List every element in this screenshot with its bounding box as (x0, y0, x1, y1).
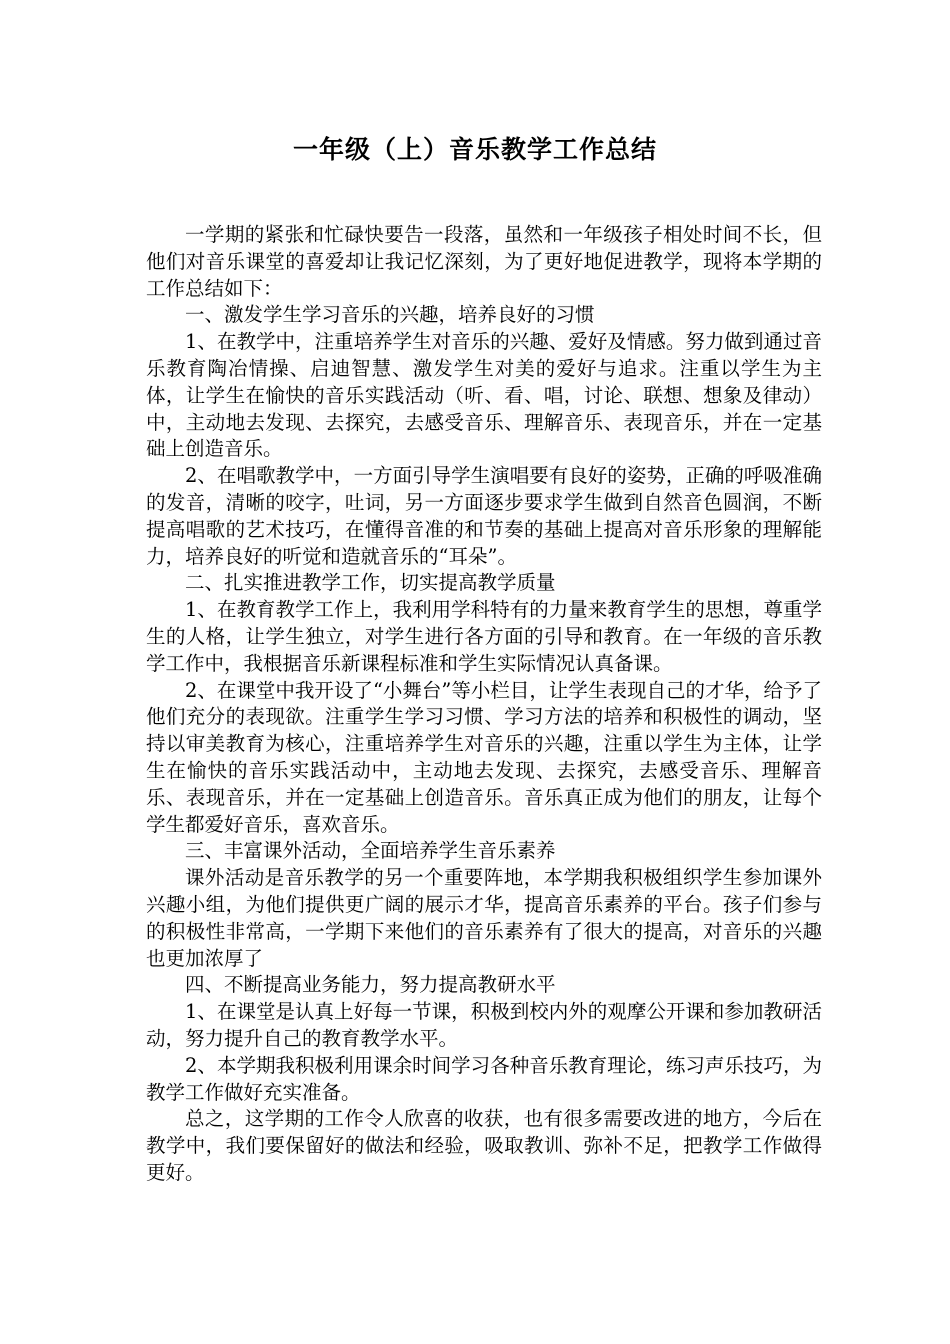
body-paragraph: 1、在教育教学工作上，我利用学科特有的力量来教育学生的思想，尊重学生的人格，让学生独立，对学生进行各方面的引导和教育。在一年级的音乐教学工作中，我根据音乐新课程标准和学生实际情况认真备课。 (146, 598, 822, 675)
body-paragraph: 1、在教学中，注重培养学生对音乐的兴趣、爱好及情感。努力做到通过音乐教育陶冶情操、启迪智慧、激发学生对美的爱好与追求。注重以学生为主体，让学生在愉快的音乐实践活动（听、看、唱，讨论、联想、想象及律动）中，主动地去发现、去探究，去感受音乐、理解音乐、表现音乐，并在一定基础上创造音乐。 (146, 330, 822, 461)
body-paragraph: 2、在唱歌教学中，一方面引导学生演唱要有良好的姿势，正确的呼吸准确的发音，清晰的咬字，吐词，另一方面逐步要求学生做到自然音色圆润，不断提高唱歌的艺术技巧，在懂得音准的和节奏的基础上提高对音乐形象的理解能力，培养良好的听觉和造就音乐的“耳朵”。 (146, 464, 822, 568)
body-paragraph: 1、在课堂是认真上好每一节课，积极到校内外的观摩公开课和参加教研活动，努力提升自己的教育教学水平。 (146, 1000, 822, 1050)
body-paragraph: 2、本学期我积极利用课余时间学习各种音乐教育理论，练习声乐技巧，为教学工作做好充实准备。 (146, 1053, 822, 1104)
document-body (146, 222, 822, 1187)
section-heading-1: 一、激发学生学习音乐的兴趣，培养良好的习惯 (185, 303, 595, 327)
conclusion-paragraph: 总之，这学期的工作令人欣喜的收获，也有很多需要改进的地方，今后在教学中，我们要保留好的做法和经验，吸取教训、弥补不足，把教学工作做得更好。 (146, 1107, 822, 1184)
section-heading-4: 四、不断提高业务能力，努力提高教研水平 (185, 973, 556, 997)
body-paragraph: 课外活动是音乐教学的另一个重要阵地，本学期我积极组织学生参加课外兴趣小组，为他们提供更广阔的展示才华，提高音乐素养的平台。孩子们参与的积极性非常高，一学期下来他们的音乐素养有了很大的提高，对音乐的兴趣也更加浓厚了 (146, 866, 822, 970)
intro-paragraph: 一学期的紧张和忙碌快要告一段落，虽然和一年级孩子相处时间不长，但他们对音乐课堂的喜爱却让我记忆深刻，为了更好地促进教学，现将本学期的工作总结如下： (146, 223, 822, 300)
section-heading-2: 二、扎实推进教学工作，切实提高教学质量 (185, 571, 556, 595)
body-paragraph: 2、在课堂中我开设了“小舞台”等小栏目，让学生表现自己的才华，给予了他们充分的表现欲。注重学生学习习惯、学习方法的培养和积极性的调动，坚持以审美教育为核心，注重培养学生对音乐的兴趣，注重以学生为主体，让学生在愉快的音乐实践活动中，主动地去发现、去探究，去感受音乐、理解音乐、表现音乐，并在一定基础上创造音乐。音乐真正成为他们的朋友，让每个学生都爱好音乐，喜欢音乐。 (146, 678, 822, 836)
document-title: 一年级（上）音乐教学工作总结 (292, 135, 657, 164)
section-heading-3: 三、丰富课外活动，全面培养学生音乐素养 (185, 839, 556, 863)
